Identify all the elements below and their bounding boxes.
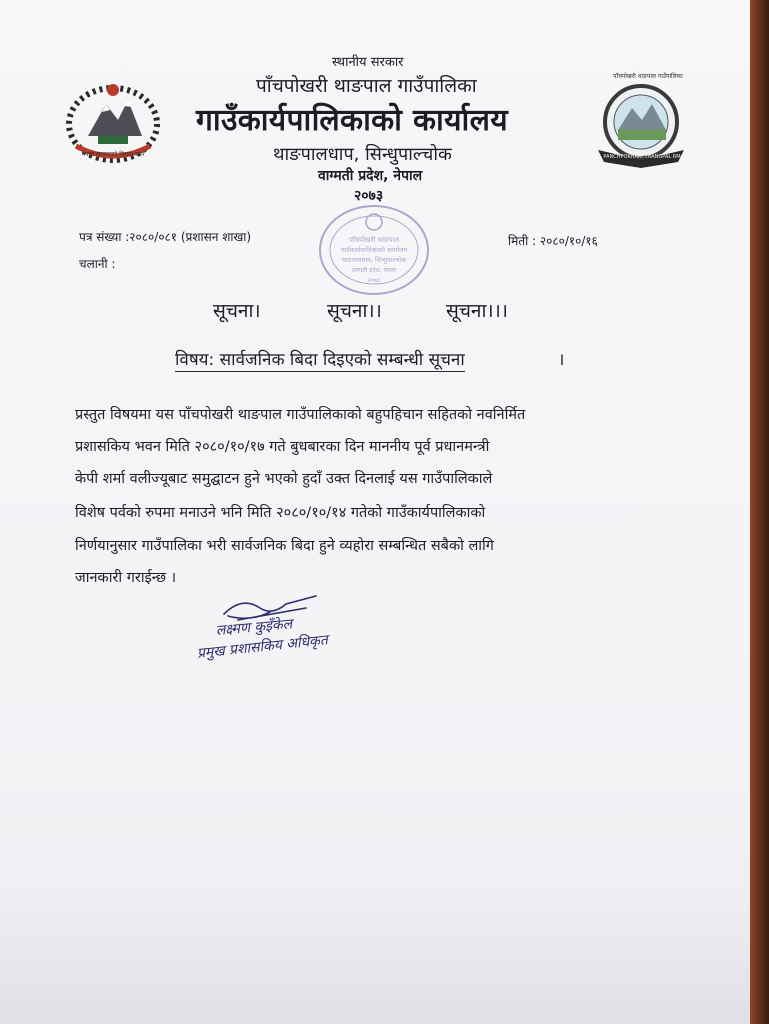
signatory-title: प्रमुख प्रशासकिय अधिकृत (196, 632, 329, 662)
subject-line: विषय: सार्वजनिक बिदा दिइएको सम्बन्धी सूचना (175, 347, 465, 372)
body-line-4: विशेष पर्वको रुपमा मनाउने भनि मिति २०८०/१०/१४ गतेको गाउँकार्यपालिकाको (75, 505, 486, 521)
dispatch-number: चलानी : (79, 257, 116, 271)
body-line-1: प्रस्तुत विषयमा यस पाँचपोखरी थाङपाल गाउँपालिकाको बहुपहिचान सहितको नवनिर्मित (75, 407, 526, 423)
table-edge (750, 0, 769, 1024)
office-stamp (318, 202, 430, 296)
stamp-line-3: थाङपालधाप, सिन्धुपाल्चोक (341, 256, 407, 264)
stamp-line-2: गाउँकार्यपालिकाको कार्यालय (340, 246, 408, 254)
header-government: स्थानीय सरकार (332, 55, 404, 70)
stamp-line-1: पाँचपोखरी थाङपाल (349, 236, 399, 244)
body-line-2: प्रशासकिय भवन मिति २०८०/१०/१७ गते बुधबारका दिन माननीय पूर्व प्रधानमन्त्री (75, 439, 490, 455)
subject-end-mark: । (558, 350, 565, 370)
header-municipality: पाँचपोखरी थाङपाल गाउँपालिका (256, 75, 477, 97)
right-logo-caption-top: पाँचपोखरी थाङपाल गाउँपालिका (613, 73, 683, 80)
left-emblem-caption: नेपाल सरकारको निशान छाप (81, 151, 145, 158)
body-line-6: जानकारी गराईन्छ । (75, 570, 177, 586)
notice-heading-1: सूचना। (213, 300, 261, 322)
letter-number: पत्र संख्या :२०८०/०८१ (प्रशासन शाखा) (79, 230, 252, 244)
right-logo-caption-bottom: PANCHPOKHARI THANGPAL RM (603, 154, 681, 160)
notice-heading-2: सूचना।। (327, 300, 382, 322)
notice-heading-3: सूचना।।। (446, 300, 508, 322)
header-address: थाङपालधाप, सिन्धुपाल्चोक (273, 144, 452, 165)
letter-date: मिती : २०८०/१०/१६ (508, 234, 598, 248)
body-line-5: निर्णयानुसार गाउँपालिका भरी सार्वजनिक बिदा हुने व्यहोरा सम्बन्धित सबैको लागि (75, 538, 494, 554)
body-line-3: केपी शर्मा वलीज्यूबाट समुद्घाटन हुने भएको हुदाँ उक्त दिनलाई यस गाउँपालिकाले (75, 471, 493, 487)
stamp-line-4: वाग्मती प्रदेश, नेपाल (352, 267, 396, 274)
header-year: २०७३ (354, 188, 384, 204)
stamp-line-5: २०७३ (367, 277, 381, 284)
signatory-name: लक्ष्मण कुइँकेल (215, 616, 293, 639)
page-shadow (0, 880, 750, 1024)
header-office: गाउँकार्यपालिकाको कार्यालय (196, 103, 508, 138)
header-province: वाग्मती प्रदेश, नेपाल (318, 168, 423, 184)
